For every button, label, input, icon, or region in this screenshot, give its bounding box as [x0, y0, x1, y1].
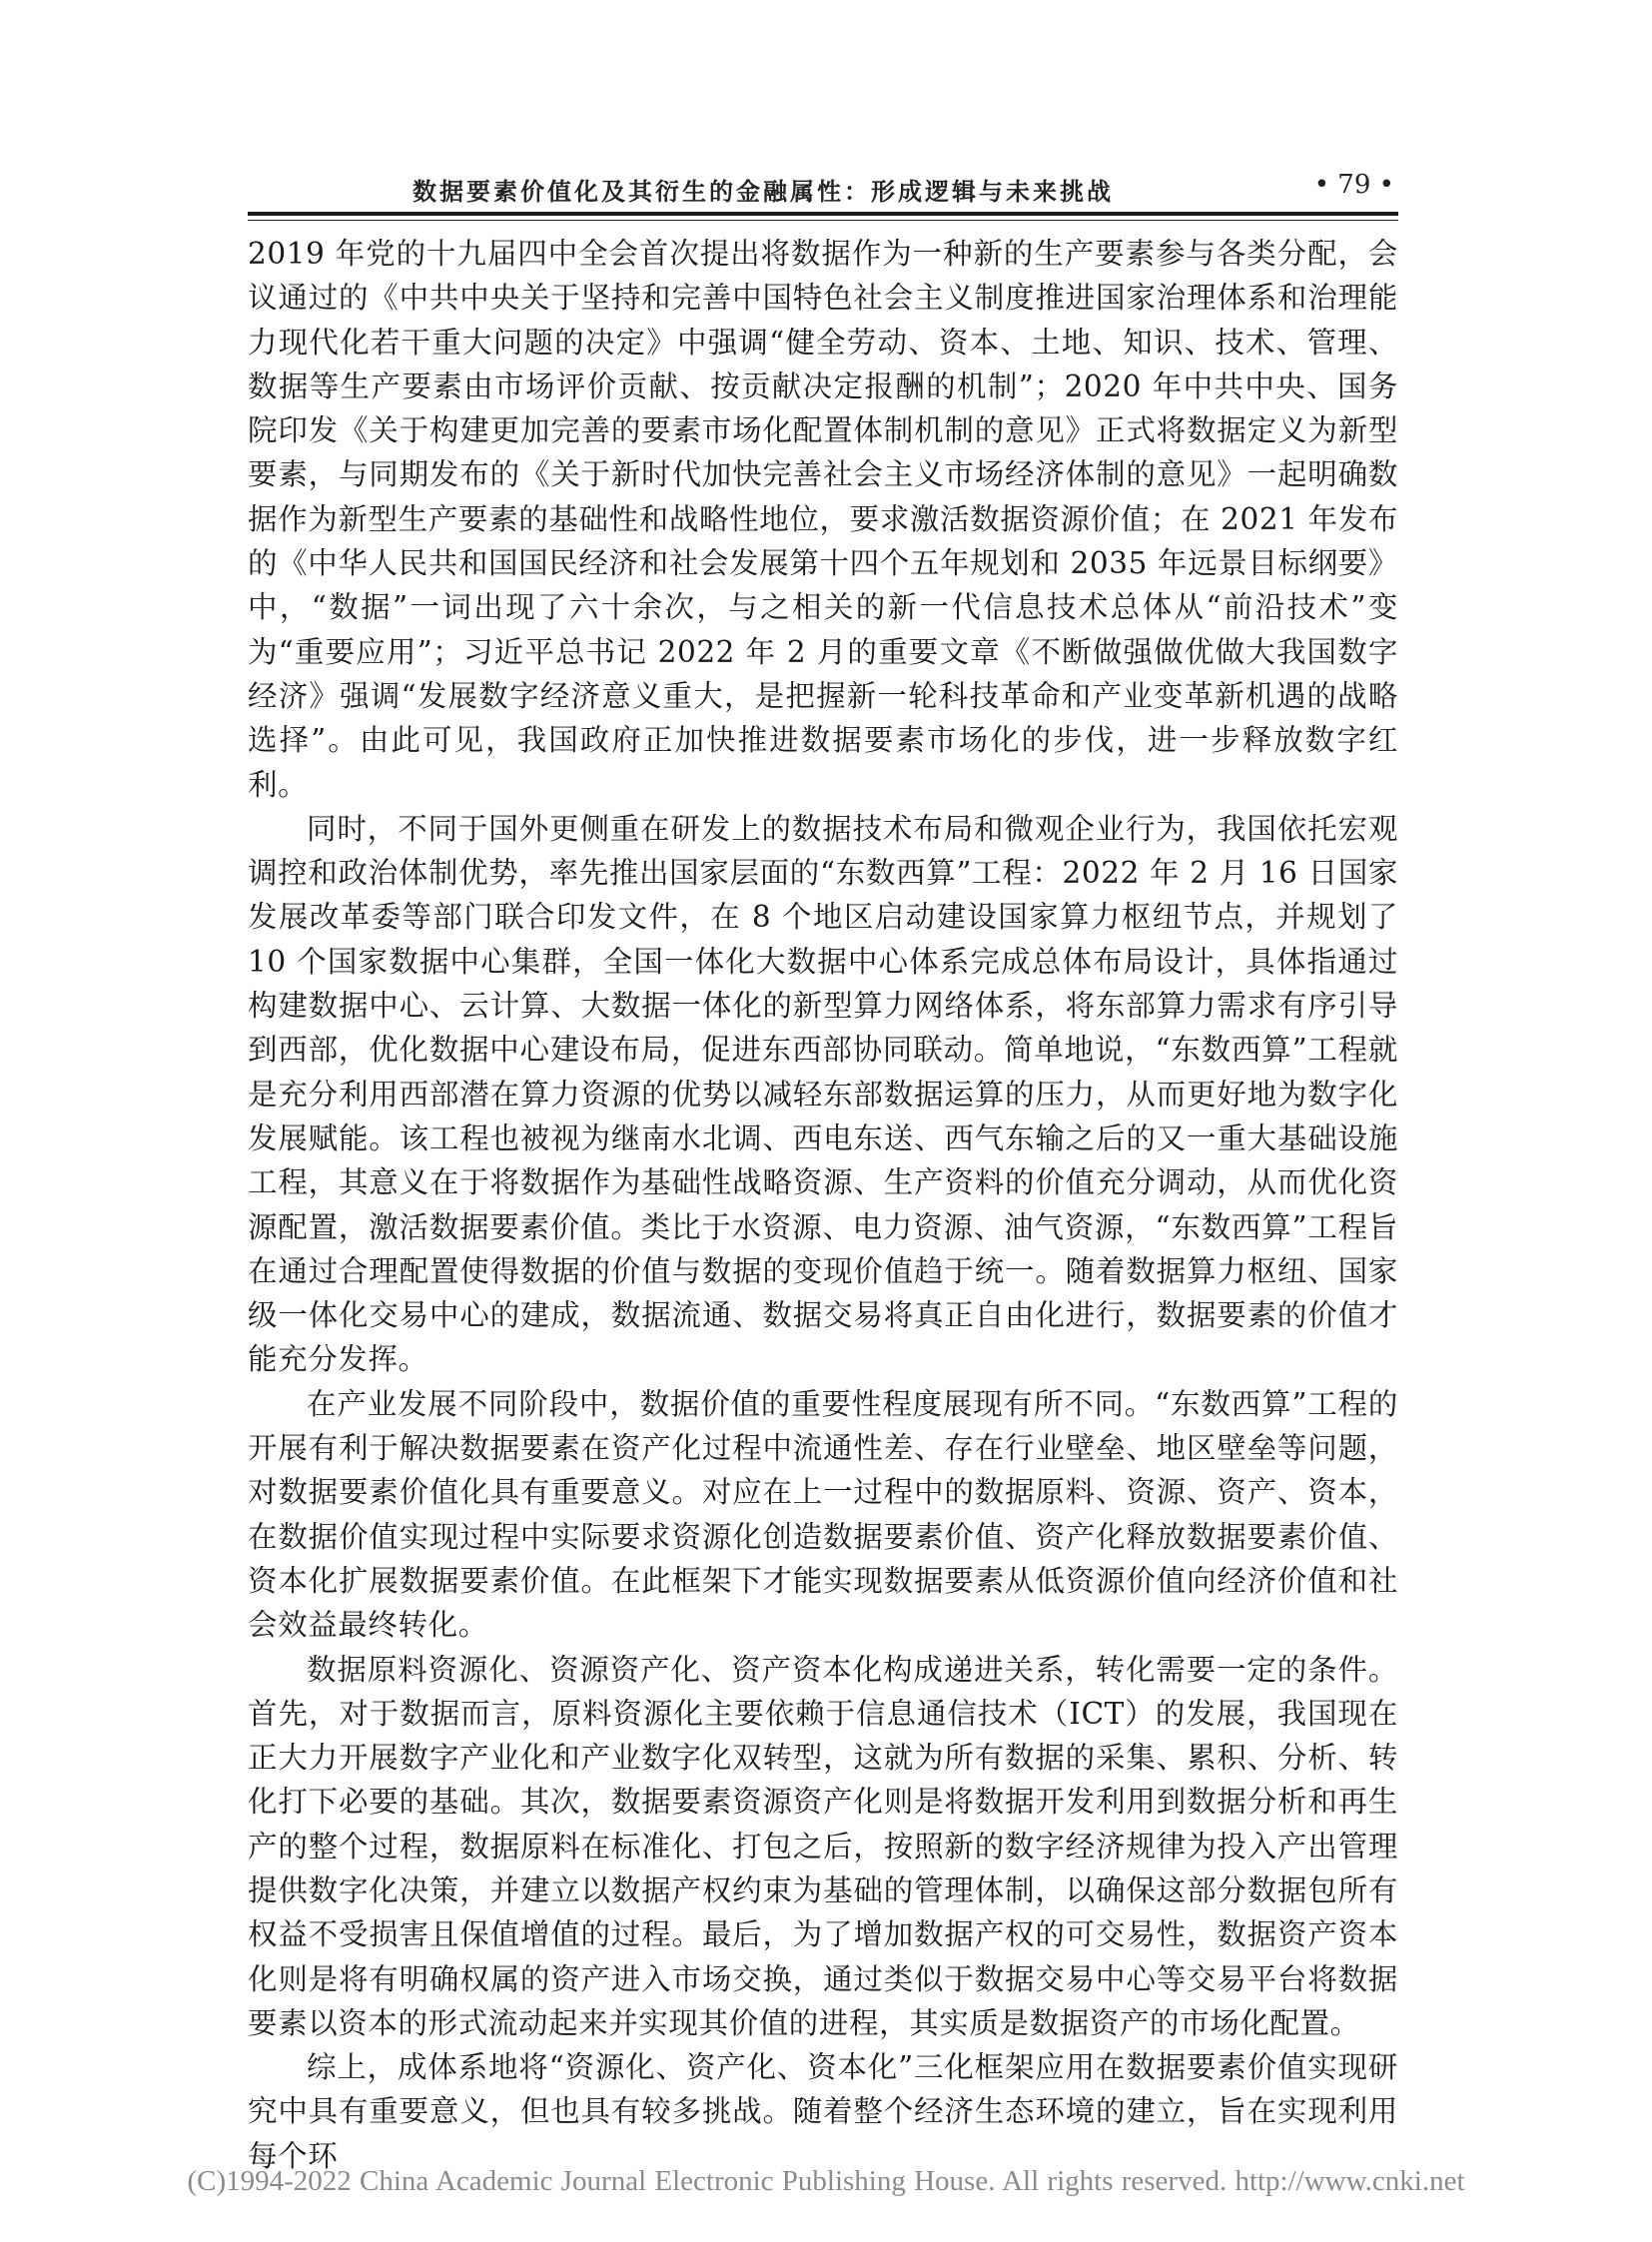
article-body	[248, 232, 1398, 2178]
header-rule-thin	[248, 220, 1398, 221]
paragraph-3: 在产业发展不同阶段中，数据价值的重要性程度展现有所不同。“东数西算”工程的开展有利于解决数据要素在资产化过程中流通性差、存在行业壁垒、地区壁垒等问题，对数据要素价值化具有重要意义。对应在上一过程中的数据原料、资源、资产、资本，在数据价值实现过程中实际要求资源化创造数据要素价值、资产化释放数据要素价值、资本化扩展数据要素价值。在此框架下才能实现数据要素从低资源价值向经济价值和社会效益最终转化。	[248, 1386, 1398, 1643]
running-header-title: 数据要素价值化及其衍生的金融属性：形成逻辑与未来挑战	[413, 177, 1114, 206]
paragraph-1: 2019 年党的十九届四中全会首次提出将数据作为一种新的生产要素参与各类分配，会议通过的《中共中央关于坚持和完善中国特色社会主义制度推进国家治理体系和治理能力现代化若干重大问题的决定》中强调“健全劳动、资本、土地、知识、技术、管理、数据等生产要素由市场评价贡献、按贡献决定报酬的机制”；2020 年中共中央、国务院印发《关于构建更加完善的要素市场化配置体制机制的意见》正式将数据定义为新型要素，与同期发布的《关于新时代加快完善社会主义市场经济体制的意见》一起明确数据作为新型生产要素的基础性和战略性地位，要求激活数据资源价值；在 2021 年发布的《中华人民共和国国民经济和社会发展第十四个五年规划和 2035 年远景目标纲要》中，“数据”一词出现了六十余次，与之相关的新一代信息技术总体从“前沿技术”变为“重要应用”；习近平总书记 2022 年 2 月的重要文章《不断做强做优做大我国数字经济》强调“发展数字经济意义重大，是把握新一轮科技革命和产业变革新机遇的战略选择”。由此可见，我国政府正加快推进数据要素市场化的步伐，进一步释放数字红利。	[248, 237, 1398, 802]
paragraph-5: 综上，成体系地将“资源化、资产化、资本化”三化框架应用在数据要素价值实现研究中具有重要意义，但也具有较多挑战。随着整个经济生态环境的建立，旨在实现利用每个环	[248, 2050, 1398, 2173]
paragraph-2: 同时，不同于国外更侧重在研发上的数据技术布局和微观企业行为，我国依托宏观调控和政治体制优势，率先推出国家层面的“东数西算”工程：2022 年 2 月 16 日国家发展改革委等部门联合印发文件，在 8 个地区启动建设国家算力枢纽节点，并规划了 10 个国家数据中心集群，全国一体化大数据中心体系完成总体布局设计，具体指通过构建数据中心、云计算、大数据一体化的新型算力网络体系，将东部算力需求有序引导到西部，优化数据中心建设布局，促进东西部协同联动。简单地说，“东数西算”工程就是充分利用西部潜在算力资源的优势以减轻东部数据运算的压力，从而更好地为数字化发展赋能。该工程也被视为继南水北调、西电东送、西气东输之后的又一重大基础设施工程，其意义在于将数据作为基础性战略资源、生产资料的价值充分调动，从而优化资源配置，激活数据要素价值。类比于水资源、电力资源、油气资源，“东数西算”工程旨在通过合理配置使得数据的价值与数据的变现价值趋于统一。随着数据算力枢纽、国家级一体化交易中心的建成，数据流通、数据交易将真正自由化进行，数据要素的价值才能充分发挥。	[248, 811, 1398, 1377]
running-header	[248, 168, 1398, 212]
page-number: • 79 •	[1313, 170, 1394, 200]
copyright-watermark: (C)1994-2022 China Academic Journal Electronic Publishing House. All rights reserved. http://www.cnki.net	[187, 2165, 1465, 2197]
paragraph-4: 数据原料资源化、资源资产化、资产资本化构成递进关系，转化需要一定的条件。首先，对于数据而言，原料资源化主要依赖于信息通信技术（ICT）的发展，我国现在正大力开展数字产业化和产业数字化双转型，这就为所有数据的采集、累积、分析、转化打下必要的基础。其次，数据要素资源资产化则是将数据开发利用到数据分析和再生产的整个过程，数据原料在标准化、打包之后，按照新的数字经济规律为投入产出管理提供数字化决策，并建立以数据产权约束为基础的管理体制，以确保这部分数据包所有权益不受损害且保值增值的过程。最后，为了增加数据产权的可交易性，数据资产资本化则是将有明确权属的资产进入市场交换，通过类似于数据交易中心等交易平台将数据要素以资本的形式流动起来并实现其价值的进程，其实质是数据资产的市场化配置。	[248, 1652, 1398, 2040]
header-rule-thick	[248, 212, 1398, 216]
